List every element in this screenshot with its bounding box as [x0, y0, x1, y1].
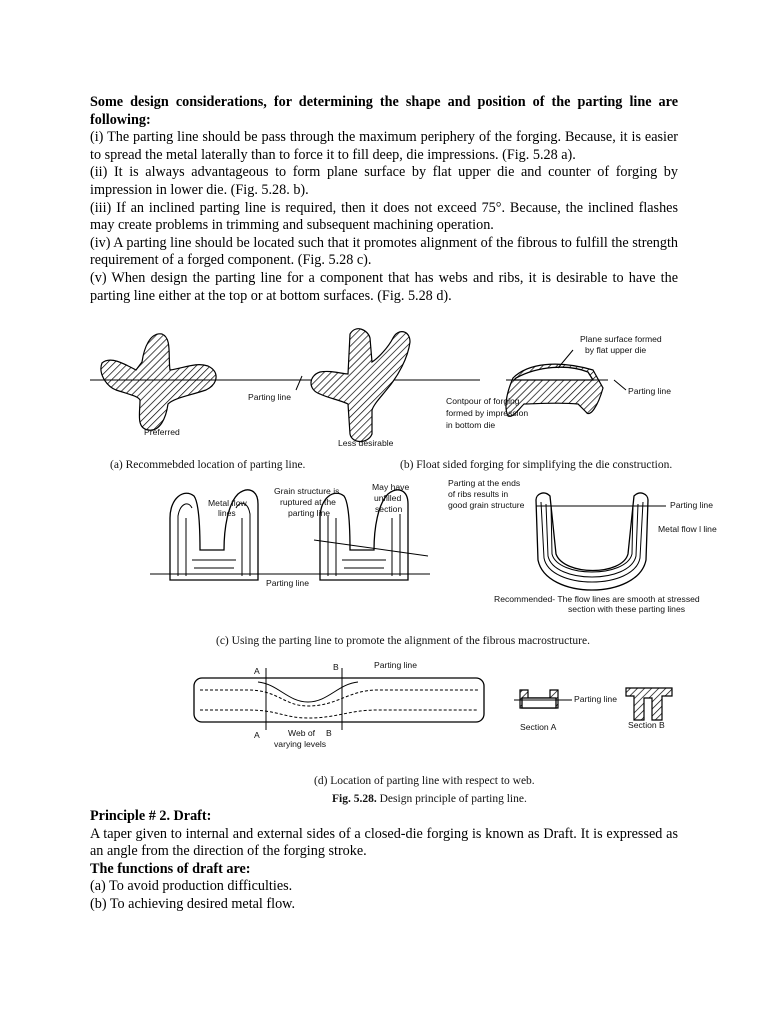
web-label: varying levels: [274, 739, 327, 749]
metal-flow-label: lines: [218, 508, 236, 518]
figure-5-28: [88, 318, 738, 810]
ribs-label: of ribs results in: [448, 489, 509, 499]
section-a-bottom: A: [254, 730, 260, 740]
section-a-label: Section A: [520, 722, 557, 732]
plane-surface-label: by flat upper die: [585, 345, 647, 355]
metal-flow-label: Metal flow: [208, 498, 247, 508]
grain-label: parting line: [288, 508, 331, 518]
parting-line-label-b: Parting line: [628, 386, 671, 396]
contour-label: formed by impression: [446, 408, 529, 418]
less-desirable-label: Less desirable: [338, 438, 394, 448]
draft-body: A taper given to internal and external sides of a closed-die forging is known as Draft. It is expressed as an angle from the direction of the forging stroke.: [90, 825, 678, 860]
contour-label: Contpour of forging: [446, 396, 520, 406]
section-parting-label: Parting line: [574, 694, 617, 704]
preferred-label: Preferred: [144, 427, 180, 437]
draft-section: [90, 808, 678, 914]
parting-line-arrow: [296, 376, 302, 390]
figure-title: [332, 793, 527, 805]
draft-heading: Principle # 2. Draft:: [90, 808, 212, 824]
grain-label: ruptured at the: [280, 497, 336, 507]
section-b-label: Section B: [628, 720, 665, 730]
section-b-bottom: B: [326, 728, 332, 738]
section-b-top: B: [333, 662, 339, 672]
recommended-label: section with these parting lines: [568, 604, 686, 614]
unfilled-label: May have: [372, 482, 410, 492]
preferred-cross-shape: [101, 334, 216, 430]
recommended-u-shape: [536, 493, 648, 590]
parting-line-considerations: [90, 94, 678, 305]
unfilled-label: section: [375, 504, 403, 514]
parting-line-c-label: Parting line: [266, 578, 309, 588]
figure-title-rest: Design principle of parting line.: [376, 793, 527, 805]
section-b-shape: [626, 688, 672, 720]
grain-label: Grain structure is: [274, 486, 340, 496]
plane-surface-label: Plane surface formed: [580, 334, 662, 344]
figure-illustration: [88, 318, 738, 810]
consideration-item: (iii) If an inclined parting line is required, then it does not exceed 75°. Because, the inclined flashes may create problems in trimming and subsequent machining operation.: [90, 199, 678, 234]
metal-flow-line-label: Metal flow l line: [658, 524, 717, 534]
parting-line-b-leader: [614, 380, 626, 390]
parting-line-label-a: Parting line: [248, 392, 291, 402]
consideration-item: (ii) It is always advantageous to form plane surface by flat upper die and counter of forging by impression in lower die. (Fig. 5.28. b).: [90, 164, 678, 198]
caption-a: (a) Recommebded location of parting line.: [110, 459, 306, 471]
unfilled-label: unfilled: [374, 493, 402, 503]
section-a-top: A: [254, 666, 260, 676]
caption-c: (c) Using the parting line to promote the alignment of the fibrous macrostructure.: [216, 635, 590, 647]
function-item: (a) To avoid production difficulties.: [90, 878, 293, 895]
recommended-label: Recommended- The flow lines are smooth at stressed: [494, 594, 700, 604]
web-bar: [194, 678, 484, 722]
consideration-item: (v) When design the parting line for a component that has webs and ribs, it is desirable to have the parting line either at the top or at bottom surfaces. (Fig. 5.28 d).: [90, 269, 678, 304]
consideration-item: (i) The parting line should be pass through the maximum periphery of the forging. Because, it is easier to spread the metal laterally than to force it to fill deep, die impressions. (Fig. 5.28 a).: [90, 129, 678, 163]
parting-line-right-label: Parting line: [670, 500, 713, 510]
considerations-heading: Some design considerations, for determining the shape and position of the parting line are following:: [90, 94, 678, 128]
function-item: (b) To achieving desired metal flow.: [90, 895, 296, 912]
figure-title-bold: Fig. 5.28.: [332, 793, 377, 805]
ribs-label: Parting at the ends: [448, 478, 521, 488]
less-desirable-shape: [311, 329, 410, 442]
caption-b: (b) Float sided forging for simplifying the die construction.: [400, 459, 673, 471]
web-label: Web of: [288, 728, 316, 738]
consideration-item: (iv) A parting line should be located such that it promotes alignment of the fibrous to fulfill the strength requirement of a forged component. (Fig. 5.28 c).: [90, 234, 678, 269]
functions-heading: The functions of draft are:: [90, 860, 251, 877]
ribs-label: good grain structure: [448, 500, 525, 510]
parting-line-d-label: Parting line: [374, 660, 417, 670]
caption-d: (d) Location of parting line with respect to web.: [314, 775, 535, 787]
section-a-shape: [520, 690, 558, 708]
contour-label: in bottom die: [446, 420, 496, 430]
